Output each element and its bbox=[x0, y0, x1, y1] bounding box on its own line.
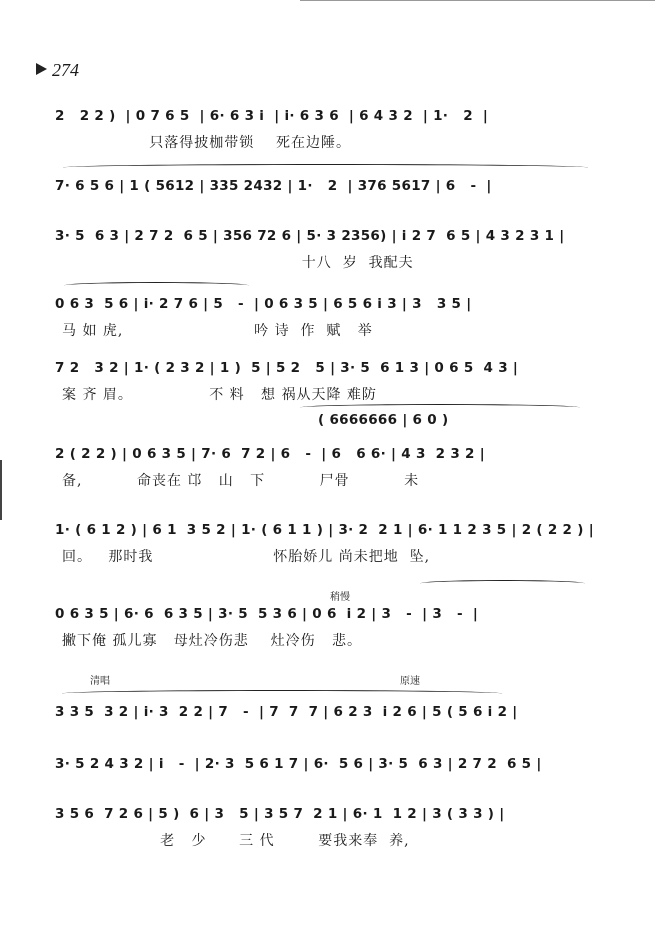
notation-line: 3 5 6 7 2 6 | 5 ) 6 | 3 5 | 3 5 7 2 1 | 6· 1 1 2 | 3 ( 3 3 ) | bbox=[55, 806, 505, 822]
phrase-slur bbox=[63, 164, 588, 171]
phrase-slur bbox=[300, 404, 580, 411]
lyrics-line: 十八 岁 我配夫 bbox=[62, 255, 414, 271]
notation-line: 2 ( 2 2 ) | 0 6 3 5 | 7· 6 7 2 | 6 - | 6 6 6· | 4 3 2 3 2 | bbox=[55, 446, 485, 462]
notation-line: 0 6 3 5 6 | i· 2 7 6 | 5 - | 0 6 3 5 | 6 5 6 i 3 | 3 3 5 | bbox=[55, 296, 472, 312]
page-corner-arrow-icon bbox=[36, 63, 47, 75]
notation-line: 1· ( 6 1 2 ) | 6 1 3 5 2 | 1· ( 6 1 1 ) | 3· 2 2 1 | 6· 1 1 2 3 5 | 2 ( 2 2 ) | bbox=[55, 522, 594, 538]
lyrics-line: 备, 命丧在 邙 山 下 尸骨 未 bbox=[62, 473, 420, 489]
extra-notation: ( 6666666 | 6 0 ) bbox=[318, 412, 449, 428]
lyrics-line: 撇下俺 孤儿寡 母灶冷伤悲 灶冷伤 悲。 bbox=[62, 633, 362, 649]
phrase-slur bbox=[62, 690, 502, 697]
notation-line: 2 2 2 ) | 0 7 6 5 | 6· 6 3 i | i· 6 3 6 | 6 4 3 2 | 1· 2 | bbox=[55, 108, 489, 124]
tempo-marking: 稍慢 bbox=[330, 592, 350, 603]
tempo-marking: 原速 bbox=[400, 676, 420, 687]
notation-line: 3 3 5 3 2 | i· 3 2 2 | 7 - | 7 7 7 | 6 2 3 i 2 6 | 5 ( 5 6 i 2 | bbox=[55, 704, 518, 720]
phrase-slur bbox=[420, 580, 585, 587]
lyrics-line: 回。 那时我 怀胎娇儿 尚未把地 坠, bbox=[62, 549, 431, 565]
phrase-slur bbox=[64, 282, 249, 289]
notation-line: 0 6 3 5 | 6· 6 6 3 5 | 3· 5 5 3 6 | 0 6 i 2 | 3 - | 3 - | bbox=[55, 606, 479, 622]
notation-line: 7 2 3 2 | 1· ( 2 3 2 | 1 ) 5 | 5 2 5 | 3· 5 6 1 3 | 0 6 5 4 3 | bbox=[55, 360, 519, 376]
page-edge-mark bbox=[0, 460, 2, 520]
page-number: 274 bbox=[52, 60, 79, 80]
lyrics-line: 马 如 虎, 吟 诗 作 赋 举 bbox=[62, 323, 373, 339]
top-rule bbox=[300, 0, 655, 1]
lyrics-line: 老 少 三 代 要我来奉 养, bbox=[62, 833, 410, 849]
lyrics-line: 案 齐 眉。 不 料 想 祸从天降 难防 bbox=[62, 387, 377, 403]
lyrics-line: 只落得披枷带锁 死在边陲。 bbox=[62, 135, 352, 151]
notation-line: 3· 5 6 3 | 2 7 2 6 5 | 356 72 6 | 5· 3 2356) | i 2 7 6 5 | 4 3 2 3 1 | bbox=[55, 228, 565, 244]
performance-marking: 清唱 bbox=[90, 676, 110, 687]
notation-line: 7· 6 5 6 | 1 ( 5612 | 335 2432 | 1· 2 | 376 5617 | 6 - | bbox=[55, 178, 492, 194]
notation-line: 3· 5 2 4 3 2 | i - | 2· 3 5 6 1 7 | 6· 5 6 | 3· 5 6 3 | 2 7 2 6 5 | bbox=[55, 756, 542, 772]
